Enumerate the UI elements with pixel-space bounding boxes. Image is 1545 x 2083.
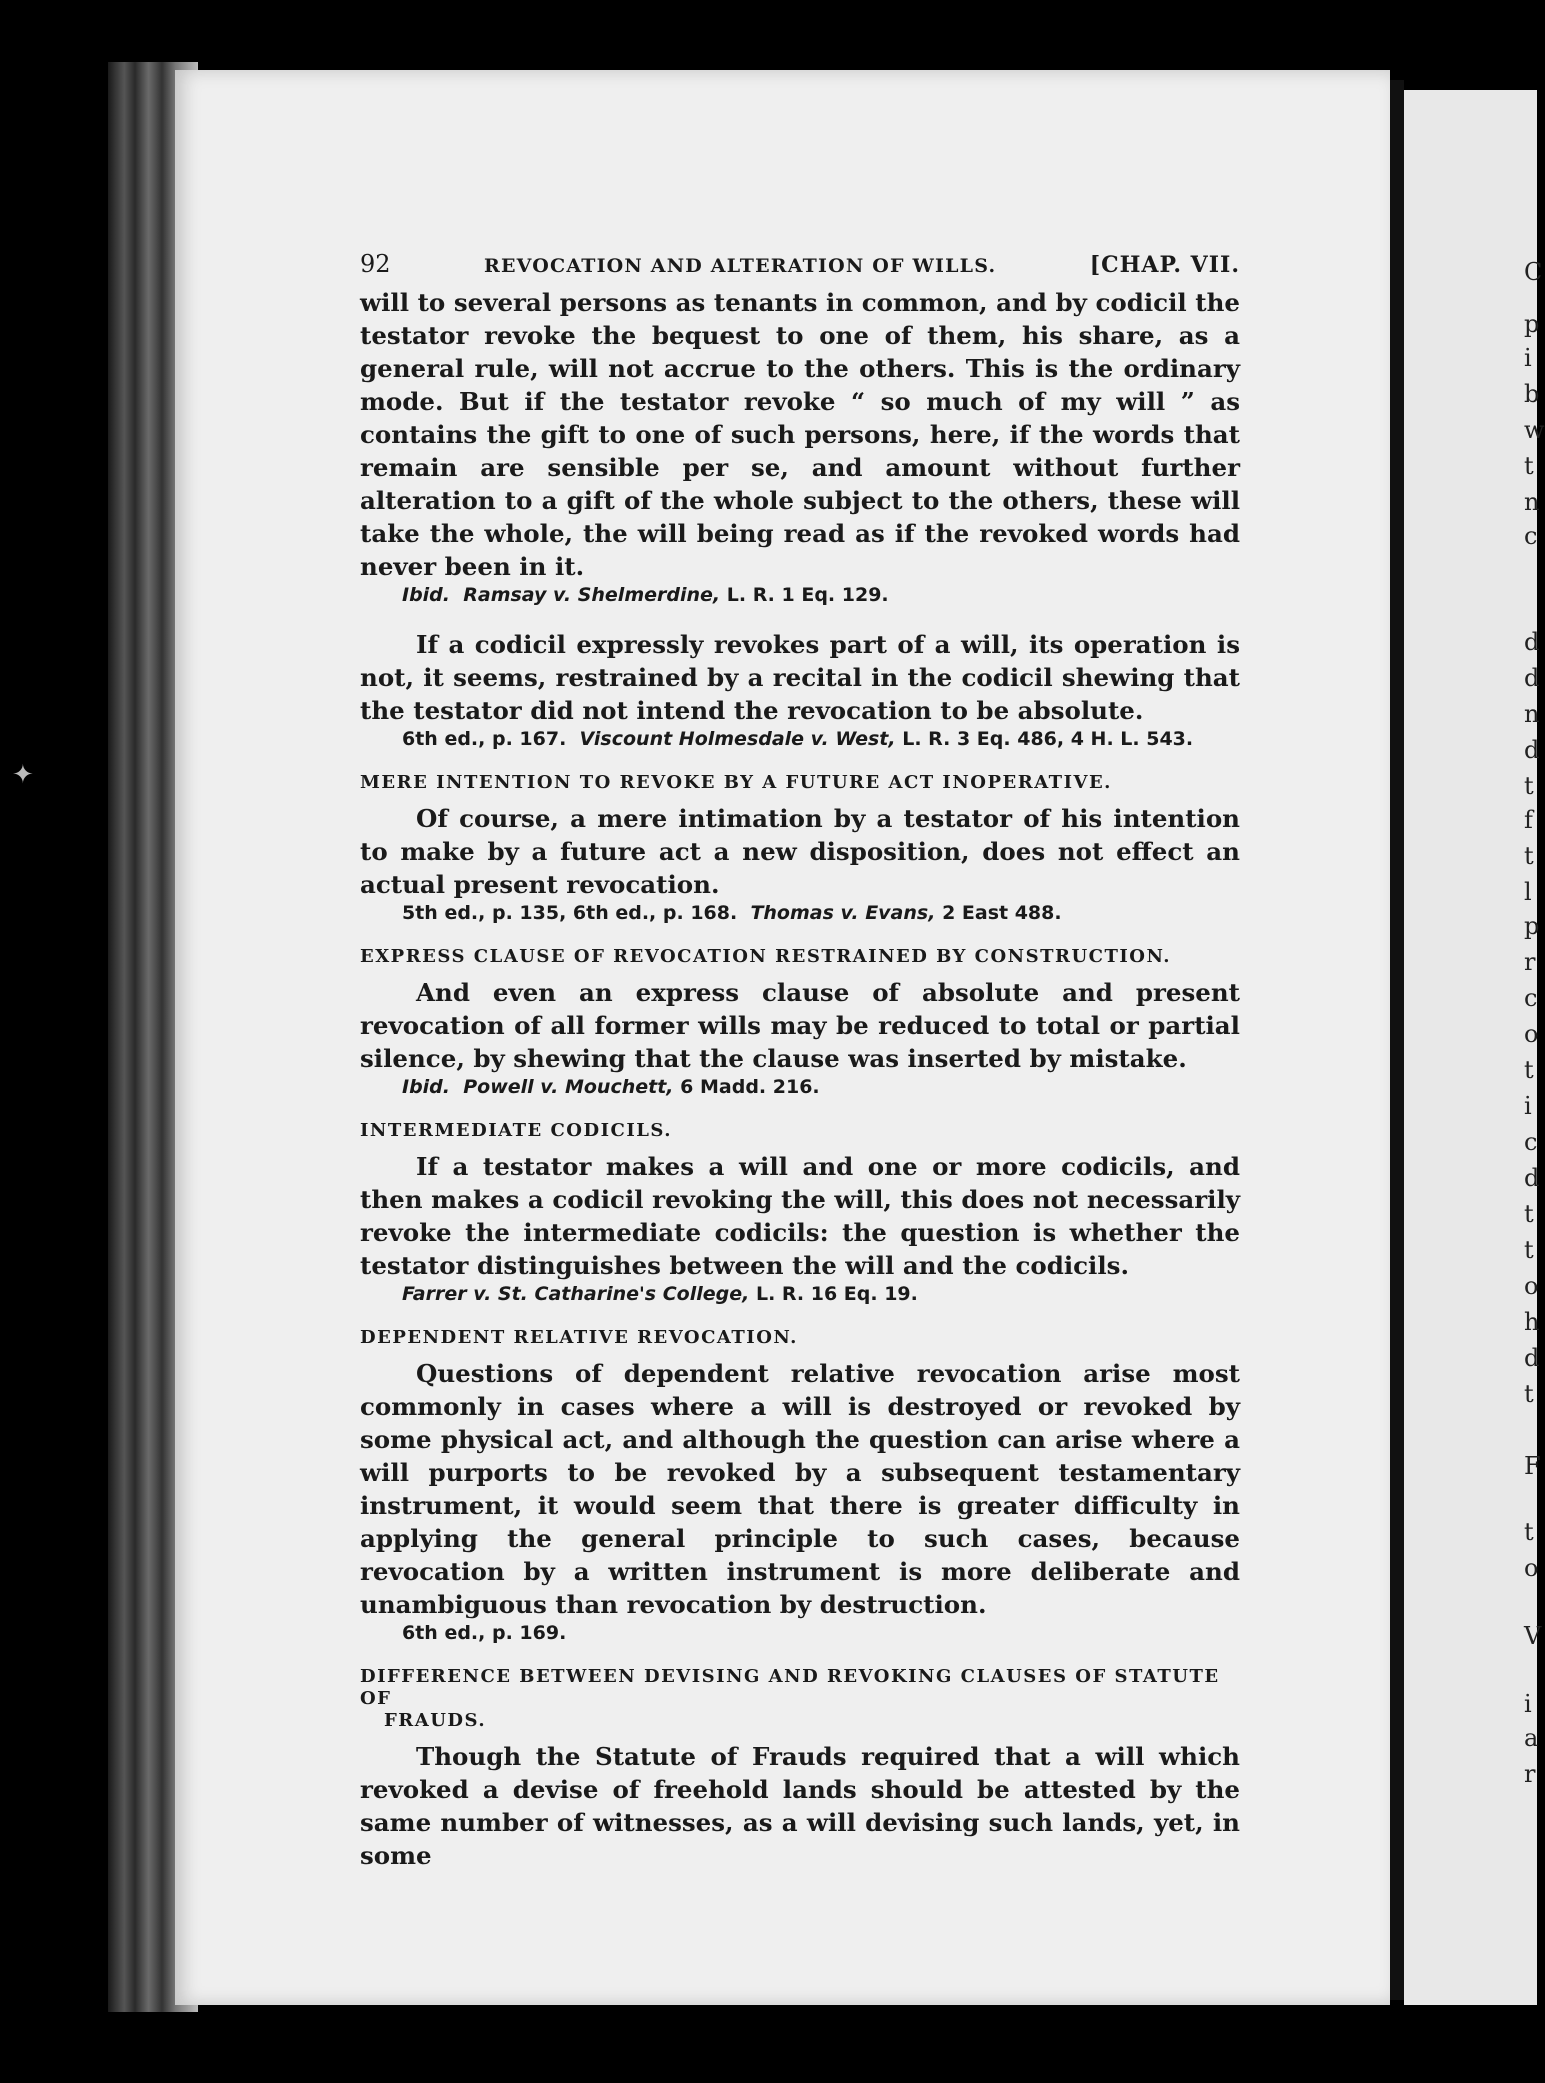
facing-page-letter: t — [1524, 772, 1534, 800]
facing-page-letter: V — [1524, 1622, 1542, 1650]
running-head — [360, 250, 1240, 278]
citation — [360, 1622, 1240, 1644]
citation-plain: 6th ed., p. 169. — [402, 1622, 567, 1644]
facing-page-letter: d — [1524, 664, 1540, 692]
section-heading-line: FRAUDS. — [384, 1710, 487, 1731]
page-content — [360, 250, 1240, 1872]
facing-page-letter: b — [1524, 380, 1540, 408]
running-head-chapter: [CHAP. VII. — [1089, 252, 1240, 278]
citation-plain: 5th ed., p. 135, 6th ed., p. 168. — [402, 902, 738, 924]
facing-page-letter: d — [1524, 628, 1540, 656]
citation-case: Powell v. Mouchett, — [463, 1076, 674, 1098]
citation — [360, 1283, 1240, 1305]
citation-plain: Ibid. — [402, 584, 451, 606]
paragraph: If a testator makes a will and one or more codicils, and then makes a codicil revoking the will, this does not necessarily revoke the intermediate codicils: the question is whether the testator distinguishes between the will and the codicils. — [360, 1152, 1240, 1280]
section-heading-line: DIFFERENCE BETWEEN DEVISING AND REVOKING CLAUSES OF STATUTE OF — [360, 1666, 1220, 1709]
facing-page-letter: t — [1524, 1380, 1534, 1408]
citation-reference: 6 Madd. 216. — [680, 1076, 820, 1098]
facing-page-letter: r — [1524, 1760, 1536, 1788]
citation-reference: L. R. 1 Eq. 129. — [726, 584, 889, 606]
paragraph: If a codicil expressly revokes part of a will, its operation is not, it seems, restrained by a recital in the codicil shewing that the testator did not intend the revocation to be absolute. — [360, 630, 1240, 725]
citation — [360, 584, 1240, 606]
facing-page-letter: i — [1524, 1690, 1532, 1718]
facing-page-letter: a — [1524, 1724, 1539, 1752]
facing-page-letter: t — [1524, 1518, 1534, 1546]
facing-page-letter: l — [1524, 878, 1532, 906]
facing-page-letter: n — [1524, 488, 1540, 516]
citation — [360, 1076, 1240, 1098]
page-number: 92 — [360, 250, 391, 278]
section-heading: DEPENDENT RELATIVE REVOCATION. — [360, 1327, 798, 1348]
facing-page-letter: c — [1524, 984, 1538, 1012]
facing-page-letter: d — [1524, 1344, 1540, 1372]
paragraph: Questions of dependent relative revocation arise most commonly in cases where a will is destroyed or revoked by some physical act, and although the question can arise where a will purports to be revoked by a subsequent testamentary instrument, it would seem that there is greater difficulty in applying the general principle to such cases, because revocation by a written instrument is more deliberate and unambiguous than revocation by destruction. — [360, 1359, 1240, 1619]
running-head-title: REVOCATION AND ALTERATION OF WILLS. — [483, 255, 997, 277]
citation — [360, 728, 1240, 750]
facing-page-letter: t — [1524, 842, 1534, 870]
facing-page-letter: c — [1524, 522, 1538, 550]
citation-case: Farrer v. St. Catharine's College, — [402, 1283, 750, 1305]
facing-page-letter: C — [1524, 258, 1543, 286]
facing-page-letter: r — [1524, 948, 1536, 976]
facing-page-letter: t — [1524, 1056, 1534, 1084]
facing-page-letter: t — [1524, 1200, 1534, 1228]
citation-reference: 2 East 488. — [942, 902, 1062, 924]
section-heading — [360, 1666, 1240, 1732]
facing-page — [1404, 90, 1545, 2005]
citation-case: Viscount Holmesdale v. West, — [579, 728, 896, 750]
scan-speck: ✦ — [12, 760, 34, 790]
facing-page-letter: i — [1524, 1092, 1532, 1120]
facing-page-letter: p — [1524, 912, 1540, 940]
facing-page-letter: d — [1524, 1164, 1540, 1192]
facing-page-letter: h — [1524, 1308, 1540, 1336]
facing-page-letter: w — [1524, 416, 1545, 444]
facing-page-letter: c — [1524, 1128, 1538, 1156]
facing-page-letter: t — [1524, 452, 1534, 480]
paragraph: will to several persons as tenants in common, and by codicil the testator revoke the bequest to one of them, his share, as a general rule, will not accrue to the others. This is the ordinary mode. But if the testator revoke “ so much of my will ” as contains the gift to one of such persons, here, if the words that remain are sensible per se, and amount without further alteration to a gift of the whole subject to the others, these will take the whole, the will being read as if the revoked words had never been in it. — [360, 288, 1240, 581]
facing-page-letter: f — [1524, 806, 1533, 834]
paragraph: And even an express clause of absolute and present revocation of all former wills may be reduced to total or partial silence, by shewing that the clause was inserted by mistake. — [360, 978, 1240, 1073]
citation-case: Thomas v. Evans, — [750, 902, 936, 924]
citation-reference: L. R. 3 Eq. 486, 4 H. L. 543. — [902, 728, 1194, 750]
citation-reference: L. R. 16 Eq. 19. — [755, 1283, 918, 1305]
citation-case: Ramsay v. Shelmerdine, — [463, 584, 721, 606]
facing-page-letter: F — [1524, 1452, 1541, 1480]
facing-page-letter: t — [1524, 1236, 1534, 1264]
book-gutter — [1390, 80, 1404, 2000]
facing-page-letter: o — [1524, 1554, 1539, 1582]
section-heading: INTERMEDIATE CODICILS. — [360, 1120, 673, 1141]
citation — [360, 902, 1240, 924]
facing-page-letter: p — [1524, 310, 1540, 338]
citation-plain: Ibid. — [402, 1076, 451, 1098]
facing-page-letter: n — [1524, 700, 1540, 728]
facing-page-letter: o — [1524, 1272, 1539, 1300]
facing-page-letter: d — [1524, 736, 1540, 764]
section-heading: EXPRESS CLAUSE OF REVOCATION RESTRAINED BY CONSTRUCTION. — [360, 946, 1172, 967]
paragraph: Of course, a mere intimation by a testator of his intention to make by a future act a new disposition, does not effect an actual present revocation. — [360, 804, 1240, 899]
facing-page-letter: o — [1524, 1020, 1539, 1048]
citation-plain: 6th ed., p. 167. — [402, 728, 567, 750]
paragraph: Though the Statute of Frauds required that a will which revoked a devise of freehold lands should be attested by the same number of witnesses, as a will devising such lands, yet, in some — [360, 1742, 1240, 1870]
facing-page-letter: i — [1524, 344, 1532, 372]
section-heading: MERE INTENTION TO REVOKE BY A FUTURE ACT INOPERATIVE. — [360, 772, 1112, 793]
